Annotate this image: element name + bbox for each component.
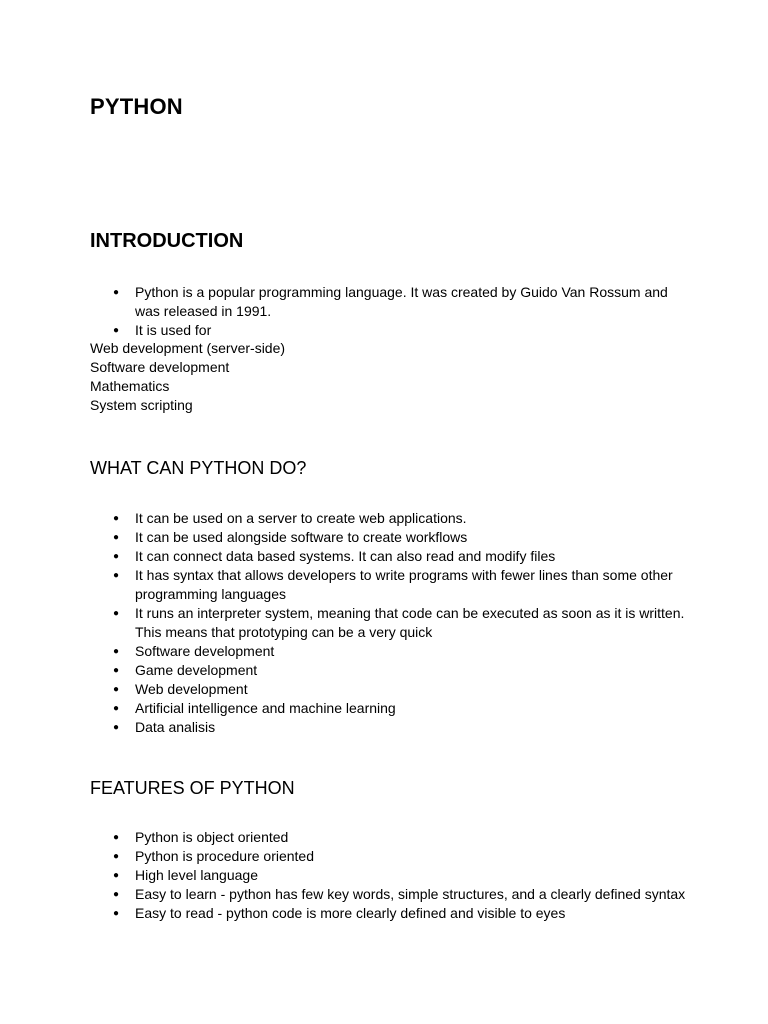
list-item <box>0 847 768 866</box>
list-item <box>0 866 768 885</box>
list-item-text: Python is object oriented <box>135 829 289 845</box>
bullet-icon: ● <box>113 870 120 881</box>
bullet-icon: ● <box>113 703 120 714</box>
list-item <box>0 661 768 680</box>
bullet-icon: ● <box>113 832 120 843</box>
introduction-list <box>0 283 768 340</box>
features-list <box>0 828 768 923</box>
list-item-text: It can be used on a server to create web applications. <box>135 510 467 526</box>
list-item-text: High level language <box>135 867 258 883</box>
list-item <box>0 904 768 923</box>
document-title: PYTHON <box>90 94 183 119</box>
list-item <box>0 528 768 547</box>
list-item <box>0 718 768 737</box>
list-item <box>0 566 768 604</box>
list-item-text: It runs an interpreter system, meaning that code can be executed as soon as it is written. This means that prototyping can be a very quick <box>135 605 685 640</box>
list-item-text: Easy to read - python code is more clearly defined and visible to eyes <box>135 905 566 921</box>
bullet-icon: ● <box>113 889 120 900</box>
list-item-text: Artificial intelligence and machine learning <box>135 700 396 716</box>
use-line: Software development <box>90 359 230 375</box>
list-item <box>0 828 768 847</box>
use-line: Mathematics <box>90 378 170 394</box>
list-item <box>0 321 768 340</box>
list-item <box>0 604 768 642</box>
list-item <box>0 547 768 566</box>
list-item-text: Software development <box>135 643 275 659</box>
bullet-icon: ● <box>113 646 120 657</box>
list-item-text: Easy to learn - python has few key words, simple structures, and a clearly defined syntax <box>135 886 686 902</box>
list-item <box>0 642 768 661</box>
list-item <box>0 680 768 699</box>
bullet-icon: ● <box>113 570 120 581</box>
bullet-icon: ● <box>113 684 120 695</box>
bullet-icon: ● <box>113 287 120 298</box>
features-heading: FEATURES OF PYTHON <box>90 778 295 798</box>
bullet-icon: ● <box>113 608 120 619</box>
introduction-heading: INTRODUCTION <box>90 230 244 252</box>
list-item-text: It can connect data based systems. It can also read and modify files <box>135 548 556 564</box>
bullet-icon: ● <box>113 722 120 733</box>
bullet-icon: ● <box>113 851 120 862</box>
bullet-icon: ● <box>113 908 120 919</box>
list-item-text: It is used for <box>135 322 212 338</box>
list-item <box>0 699 768 718</box>
list-item-text: It has syntax that allows developers to write programs with fewer lines than some other programming languages <box>135 567 673 602</box>
use-line: Web development (server-side) <box>90 340 286 356</box>
uses-list <box>90 339 285 415</box>
bullet-icon: ● <box>113 551 120 562</box>
list-item <box>0 283 768 321</box>
what-can-heading: WHAT CAN PYTHON DO? <box>90 458 307 478</box>
bullet-icon: ● <box>113 532 120 543</box>
use-line: System scripting <box>90 397 193 413</box>
list-item-text: Data analisis <box>135 719 216 735</box>
bullet-icon: ● <box>113 325 120 336</box>
list-item-text: Python is procedure oriented <box>135 848 314 864</box>
list-item <box>0 509 768 528</box>
list-item-text: It can be used alongside software to create workflows <box>135 529 468 545</box>
bullet-icon: ● <box>113 665 120 676</box>
bullet-icon: ● <box>113 513 120 524</box>
list-item <box>0 885 768 904</box>
what-can-list <box>0 509 768 737</box>
list-item-text: Game development <box>135 662 258 678</box>
list-item-text: Python is a popular programming language. It was created by Guido Van Rossum and was released in 1991. <box>135 284 668 319</box>
list-item-text: Web development <box>135 681 248 697</box>
